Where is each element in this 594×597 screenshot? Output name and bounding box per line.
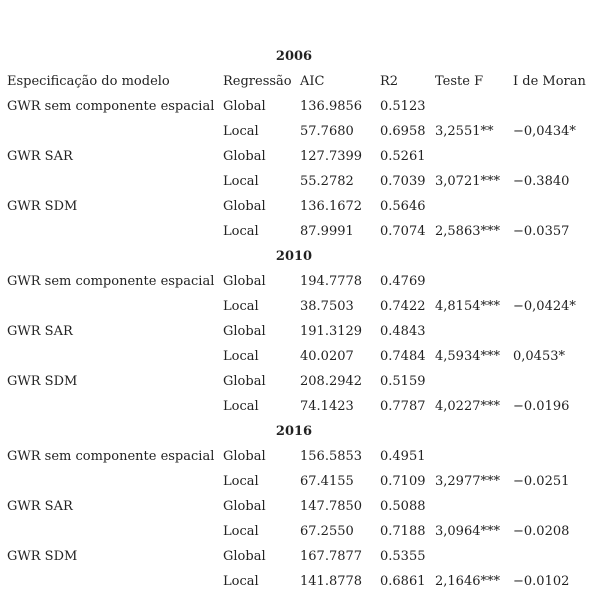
aic-cell: 127.7399 xyxy=(300,149,363,164)
aic-cell: 38.7503 xyxy=(300,299,354,314)
table-row xyxy=(0,544,594,569)
regression-cell: Local xyxy=(223,299,259,314)
table-row xyxy=(0,494,594,519)
model-cell: GWR sem componente espacial xyxy=(7,449,215,464)
header-regression: Regressão xyxy=(223,74,292,89)
moran-cell: 0,0453* xyxy=(513,349,565,364)
r2-cell: 0.5355 xyxy=(380,549,426,564)
model-cell: GWR sem componente espacial xyxy=(7,274,215,289)
ftest-cell: 4,8154*** xyxy=(435,299,500,314)
header-aic: AIC xyxy=(300,74,325,89)
moran-cell: −0.0196 xyxy=(513,399,570,414)
regression-cell: Global xyxy=(223,274,266,289)
r2-cell: 0.7109 xyxy=(380,474,426,489)
model-cell: GWR SDM xyxy=(7,374,78,389)
moran-cell: −0,0434* xyxy=(513,124,576,139)
table-row xyxy=(0,344,594,369)
r2-cell: 0.4769 xyxy=(380,274,426,289)
aic-cell: 208.2942 xyxy=(300,374,363,389)
moran-cell: −0.0357 xyxy=(513,224,570,239)
header-r2: R2 xyxy=(380,74,399,89)
aic-cell: 141.8778 xyxy=(300,574,363,589)
aic-cell: 147.7850 xyxy=(300,499,363,514)
ftest-cell: 4,5934*** xyxy=(435,349,500,364)
ftest-cell: 2,1646*** xyxy=(435,574,500,589)
regression-cell: Global xyxy=(223,99,266,114)
regression-cell: Local xyxy=(223,224,259,239)
table-row xyxy=(0,119,594,144)
moran-cell: −0.0208 xyxy=(513,524,570,539)
r2-cell: 0.6861 xyxy=(380,574,426,589)
table-row xyxy=(0,219,594,244)
r2-cell: 0.5088 xyxy=(380,499,426,514)
year-label: 2010 xyxy=(275,249,313,264)
header-row xyxy=(0,69,594,94)
table-row xyxy=(0,394,594,419)
ftest-cell: 3,2977*** xyxy=(435,474,500,489)
regression-cell: Global xyxy=(223,324,266,339)
header-ftest: Teste F xyxy=(435,74,484,89)
r2-cell: 0.5159 xyxy=(380,374,426,389)
year-heading xyxy=(0,419,594,444)
year-heading xyxy=(0,244,594,269)
aic-cell: 57.7680 xyxy=(300,124,354,139)
aic-cell: 136.9856 xyxy=(300,99,363,114)
model-cell: GWR SDM xyxy=(7,199,78,214)
aic-cell: 167.7877 xyxy=(300,549,363,564)
regression-cell: Local xyxy=(223,399,259,414)
model-cell: GWR SAR xyxy=(7,499,73,514)
table-row xyxy=(0,94,594,119)
r2-cell: 0.6958 xyxy=(380,124,426,139)
ftest-cell: 4,0227*** xyxy=(435,399,500,414)
r2-cell: 0.5646 xyxy=(380,199,426,214)
ftest-cell: 3,2551** xyxy=(435,124,494,139)
regression-cell: Local xyxy=(223,174,259,189)
r2-cell: 0.7787 xyxy=(380,399,426,414)
aic-cell: 40.0207 xyxy=(300,349,354,364)
aic-cell: 67.2550 xyxy=(300,524,354,539)
r2-cell: 0.7484 xyxy=(380,349,426,364)
aic-cell: 136.1672 xyxy=(300,199,363,214)
r2-cell: 0.5261 xyxy=(380,149,426,164)
regression-cell: Local xyxy=(223,349,259,364)
aic-cell: 87.9991 xyxy=(300,224,354,239)
r2-cell: 0.7188 xyxy=(380,524,426,539)
aic-cell: 74.1423 xyxy=(300,399,354,414)
results-table xyxy=(0,44,594,594)
aic-cell: 55.2782 xyxy=(300,174,354,189)
table-row xyxy=(0,194,594,219)
header-moran: I de Moran xyxy=(513,74,586,89)
aic-cell: 67.4155 xyxy=(300,474,354,489)
r2-cell: 0.7422 xyxy=(380,299,426,314)
table-row xyxy=(0,144,594,169)
moran-cell: −0.0251 xyxy=(513,474,570,489)
regression-cell: Local xyxy=(223,474,259,489)
table-row xyxy=(0,169,594,194)
moran-cell: −0.0102 xyxy=(513,574,570,589)
year-label: 2016 xyxy=(275,424,313,439)
regression-cell: Local xyxy=(223,524,259,539)
regression-cell: Global xyxy=(223,449,266,464)
ftest-cell: 3,0964*** xyxy=(435,524,500,539)
r2-cell: 0.7039 xyxy=(380,174,426,189)
regression-cell: Global xyxy=(223,499,266,514)
r2-cell: 0.4951 xyxy=(380,449,426,464)
aic-cell: 194.7778 xyxy=(300,274,363,289)
header-model: Especificação do modelo xyxy=(7,74,170,89)
ftest-cell: 2,5863*** xyxy=(435,224,500,239)
table-row xyxy=(0,369,594,394)
regression-cell: Local xyxy=(223,124,259,139)
model-cell: GWR SAR xyxy=(7,149,73,164)
moran-cell: −0,0424* xyxy=(513,299,576,314)
aic-cell: 191.3129 xyxy=(300,324,363,339)
year-label: 2006 xyxy=(275,49,313,64)
regression-cell: Global xyxy=(223,149,266,164)
table-row xyxy=(0,569,594,594)
regression-cell: Local xyxy=(223,574,259,589)
r2-cell: 0.4843 xyxy=(380,324,426,339)
table-row xyxy=(0,519,594,544)
regression-cell: Global xyxy=(223,199,266,214)
aic-cell: 156.5853 xyxy=(300,449,363,464)
moran-cell: −0.3840 xyxy=(513,174,570,189)
r2-cell: 0.7074 xyxy=(380,224,426,239)
table-row xyxy=(0,469,594,494)
table-row xyxy=(0,444,594,469)
regression-cell: Global xyxy=(223,374,266,389)
r2-cell: 0.5123 xyxy=(380,99,426,114)
model-cell: GWR SDM xyxy=(7,549,78,564)
model-cell: GWR sem componente espacial xyxy=(7,99,215,114)
ftest-cell: 3,0721*** xyxy=(435,174,500,189)
regression-cell: Global xyxy=(223,549,266,564)
year-heading xyxy=(0,44,594,69)
model-cell: GWR SAR xyxy=(7,324,73,339)
table-row xyxy=(0,319,594,344)
table-row xyxy=(0,294,594,319)
table-row xyxy=(0,269,594,294)
